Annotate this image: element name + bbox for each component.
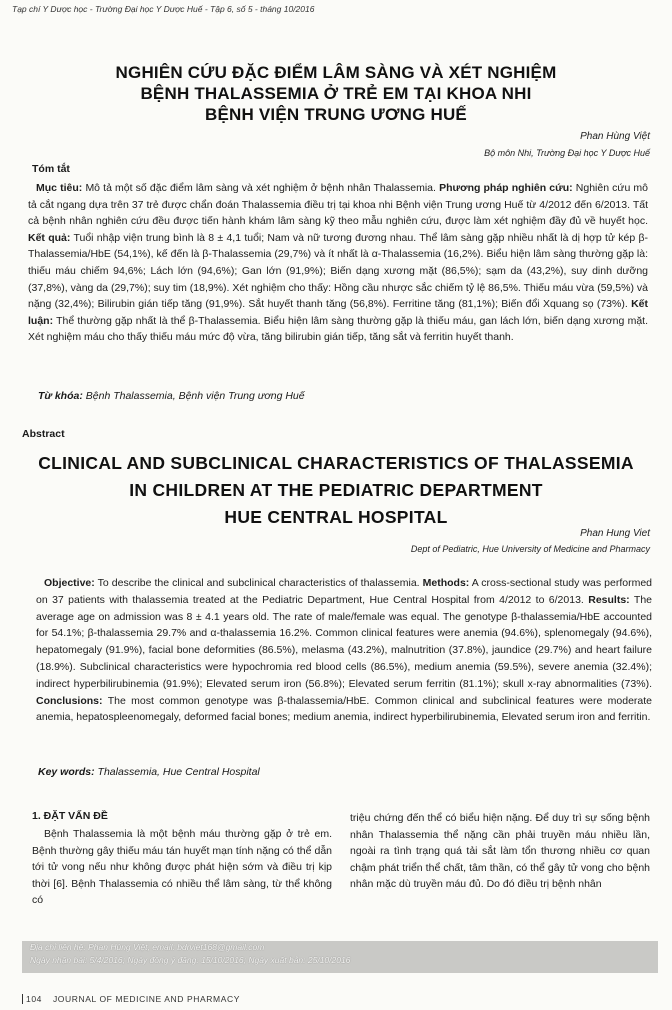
vi-methods-text: Nghiên cứu mô tả cắt ngang dựa trên 37 trẻ được chẩn đoán Thalassemia điều trị tại khoa nhi Bệnh viện Trung ương Huế từ 4/2012 đến 6/2013. Tất cả bệnh nhân nghiên cứu đều được tiến hành khám lâm sàng kỹ theo mẫu nghiên cứu, được làm xét nghiệm đầy đủ về huyết học. bbox=[28, 182, 649, 228]
en-objective-text: To describe the clinical and subclinical characteristics of thalassemia. bbox=[97, 577, 420, 589]
vi-conclusion-text: Thể thường gặp nhất là thể β-Thalassemia. Biểu hiện lâm sàng thường gặp là thiếu máu, gan lách lớn, biến dạng xương mặt. Xét nghiệm máu cho thấy thiếu máu mức độ vừa, tăng bilirubin gián tiếp, tăng sắt và ferritin huyết thanh. bbox=[28, 314, 648, 344]
vi-summary-heading: Tóm tắt bbox=[32, 163, 70, 175]
en-abstract-heading: Abstract bbox=[22, 428, 65, 440]
en-results-label: Results: bbox=[588, 593, 630, 606]
vi-results-text: Tuổi nhập viện trung bình là 8 ± 4,1 tuổi; Nam và nữ tương đương nhau. Thể lâm sàng gặp nhiều nhất là dị hợp tử kép β-Thalassemia/HbE (54,1%), kế đến là β-Thalassemia (29,7%) và ít nhất là α-Thalassemia (16,2%). Biểu hiện lâm sàng thường gặp là: thiếu máu chiếm 94,6%; Lách lớn (94,6%); Gan lớn (91,9%); Biến dạng xương mặt (86,5%); sạm da (43,2%), suy dinh dưỡng (37,8%), vàng da (29,7%); suy tim (18,9%). Xét nghiệm cho thấy: Hồng cầu nhược sắc chiếm tỷ lệ 86,5%. Thiếu máu vừa (59,5%) và nặng (32,4%); Bilirubin gián tiếp tăng (91,9%). Sắt huyết thanh tăng (56,8%). Ferritine tăng (81,1%); Biến đổi Xquang sọ (73%). bbox=[28, 231, 648, 311]
en-methods-label: Methods: bbox=[422, 577, 470, 589]
contact-line: Địa chỉ liên hệ: Phan Hùng Việt, email: bdrviet168@gmail.com bbox=[30, 942, 265, 952]
en-title-line-3: HUE CENTRAL HOSPITAL bbox=[224, 507, 448, 527]
vi-keywords-label: Từ khóa: bbox=[38, 390, 83, 402]
vi-objective-text: Mô tả một số đặc điểm lâm sàng và xét nghiệm ở bệnh nhân Thalassemia. bbox=[85, 182, 436, 194]
en-keywords bbox=[38, 766, 260, 778]
running-header: Tạp chí Y Dược học - Trường Đại học Y Dược Huế - Tập 6, số 5 - tháng 10/2016 bbox=[12, 4, 315, 14]
body-right-column bbox=[350, 810, 650, 893]
page-number: 104 bbox=[22, 994, 42, 1004]
en-title-line-1: CLINICAL AND SUBCLINICAL CHARACTERISTICS OF THALASSEMIA bbox=[38, 453, 634, 473]
vi-abstract-body bbox=[28, 180, 648, 346]
en-methods-text: A cross-sectional study was performed on 37 patients with thalassemia treated at the Pediatric Department, Hue Central Hospital from 4/2012 to 6/2013. bbox=[36, 577, 653, 606]
vi-conclusion-label: Kết luận: bbox=[28, 298, 648, 327]
en-conclusion-label: Conclusions: bbox=[36, 694, 103, 707]
vietnamese-title bbox=[20, 62, 652, 125]
en-conclusion-text: The most common genotype was β-thalassemia/HbE. Common clinical and subclinical features were moderate anemia, hepatospleenomegaly, deformed facial bones; medium anemia, indirect hyperbilirubinemia, Elevated serum iron and ferritin. bbox=[36, 694, 653, 724]
vi-keywords bbox=[38, 390, 305, 402]
vi-title-line-2: BỆNH THALASSEMIA Ở TRẺ EM TẠI KHOA NHI bbox=[140, 84, 532, 103]
body-left-paragraph: Bệnh Thalassemia là một bệnh máu thường gặp ở trẻ em. Bệnh thường gây thiếu máu tán huyết mạn tính nặng có thể dẫn tới tử vong nếu như không được phát hiện sớm và điều trị kịp thời [6]. Bệnh Thalassemia có nhiều thể lâm sàng, từ thể không có bbox=[32, 828, 332, 907]
vi-methods-label: Phương pháp nghiên cứu: bbox=[439, 182, 573, 194]
en-affiliation: Dept of Pediatric, Hue University of Medicine and Pharmacy bbox=[410, 544, 650, 554]
vi-title-line-3: BỆNH VIỆN TRUNG ƯƠNG HUẾ bbox=[205, 105, 467, 124]
english-title bbox=[20, 450, 652, 531]
en-objective-label: Objective: bbox=[44, 577, 95, 589]
journal-name: JOURNAL OF MEDICINE AND PHARMACY bbox=[52, 994, 240, 1004]
body-right-paragraph: triệu chứng đến thể có biểu hiện nặng. Để duy trì sự sống bệnh nhân Thalassemia thể nặng cần phải truyền máu nhiều lần, ngoài ra tình trạng quá tải sắt làm tổn thương nhiều cơ quan chậm phát triển thể chất, tâm thần, có thể gây tử vong cho bệnh nhân mặc dù truyền máu đủ. Do đó điều trị bệnh nhân bbox=[350, 812, 650, 891]
vi-affiliation: Bộ môn Nhi, Trường Đại học Y Dược Huế bbox=[484, 148, 650, 158]
section-1-heading: 1. ĐẶT VẤN ĐỀ bbox=[32, 810, 108, 822]
en-abstract-body bbox=[36, 575, 652, 726]
correspondence-text bbox=[30, 941, 350, 967]
body-left-column bbox=[32, 826, 332, 909]
en-results-text: The average age on admission was 8 ± 4.1 years old. The rate of male/female was equal. The genotype β-thalassemia/HbE accounted for 54.1%; β-thalassemia 29.7% and α-thalassemia 16.2%. Common clinical features were anemia (94.6%), splenomegaly (94.6%), hepatomegaly (91.9%), facial bone deformities (86.5%), melasma (43.2%), malnutrition (37.8%), jaundice (29.7%) and heart failure (18.9%). Subclinical characteristics were hypochromia red blood cells (86.5%), medium anemia (59.5%), severe anemia (32.4%); indirect hyperbilirubinemia (91.9%); Elevated serum iron (56.8%); Elevated serum ferritin (81.1%); skull x-ray abnormalities (73%). bbox=[36, 593, 652, 690]
en-title-line-2: IN CHILDREN AT THE PEDIATRIC DEPARTMENT bbox=[129, 480, 543, 500]
vi-results-label: Kết quả: bbox=[28, 231, 71, 244]
vi-author: Phan Hùng Việt bbox=[580, 131, 650, 142]
vi-objective-label: Mục tiêu: bbox=[36, 182, 83, 194]
en-keywords-text: Thalassemia, Hue Central Hospital bbox=[97, 766, 260, 778]
en-author: Phan Hung Viet bbox=[580, 528, 650, 539]
dates-line: Ngày nhận bài: 5/4/2016; Ngày đồng ý đăng: 15/10/2016; Ngày xuất bản: 25/10/2016 bbox=[30, 955, 351, 965]
page-footer bbox=[22, 994, 240, 1004]
en-keywords-label: Key words: bbox=[38, 766, 95, 778]
vi-title-line-1: NGHIÊN CỨU ĐẶC ĐIỂM LÂM SÀNG VÀ XÉT NGHIỆM bbox=[115, 63, 557, 82]
vi-keywords-text: Bệnh Thalassemia, Bệnh viện Trung ương Huế bbox=[85, 390, 305, 402]
